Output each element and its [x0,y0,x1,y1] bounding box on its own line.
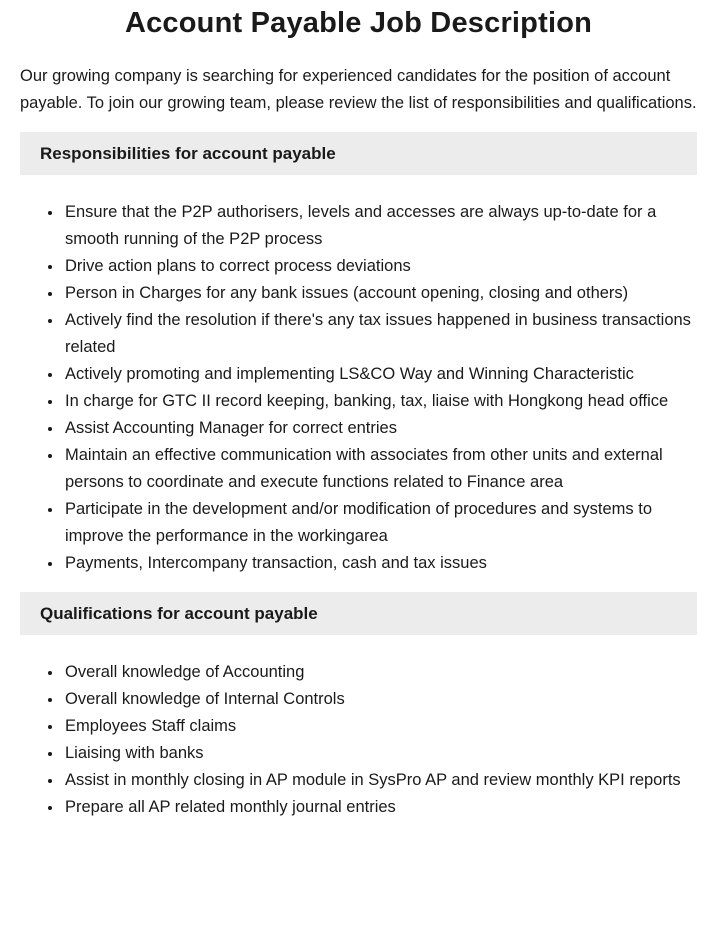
list-item: • In charge for GTC II record keeping, banking, tax, liaise with Hongkong head office [63,388,697,415]
intro-paragraph: Our growing company is searching for experienced candidates for the position of account payable. To join our growing team, please review the list of responsibilities and qualifications. [20,67,697,112]
list-item: • Liaising with banks [63,740,697,767]
bullet-list [20,659,697,821]
sections [20,132,697,821]
list-item: • Assist Accounting Manager for correct entries [63,415,697,442]
page-title: Account Payable Job Description [124,7,593,39]
list-item: • Participate in the development and/or modification of procedures and systems to improve the performance in the workingarea [63,496,697,550]
section-heading [20,132,697,175]
list-item: • Payments, Intercompany transaction, cash and tax issues [63,550,697,577]
job-section [20,592,697,821]
list-item: • Person in Charges for any bank issues (account opening, closing and others) [63,280,697,307]
section-heading-label: Qualifications for account payable [40,604,318,623]
list-item: • Employees Staff claims [63,713,697,740]
bullet-list [20,199,697,577]
list-item: • Ensure that the P2P authorisers, levels and accesses are always up-to-date for a smooth running of the P2P process [63,199,697,253]
list-item: • Actively promoting and implementing LS&CO Way and Winning Characteristic [63,361,697,388]
list-item: • Overall knowledge of Internal Controls [63,686,697,713]
list-item: • Drive action plans to correct process deviations [63,253,697,280]
section-heading [20,592,697,635]
section-heading-label: Responsibilities for account payable [40,144,336,163]
list-item: • Overall knowledge of Accounting [63,659,697,686]
list-item: • Actively find the resolution if there's any tax issues happened in business transactions related [63,307,697,361]
job-section [20,132,697,577]
list-item: • Prepare all AP related monthly journal entries [63,794,697,821]
list-item: • Maintain an effective communication with associates from other units and external persons to coordinate and execute functions related to Finance area [63,442,697,496]
list-item: • Assist in monthly closing in AP module in SysPro AP and review monthly KPI reports [63,767,697,794]
